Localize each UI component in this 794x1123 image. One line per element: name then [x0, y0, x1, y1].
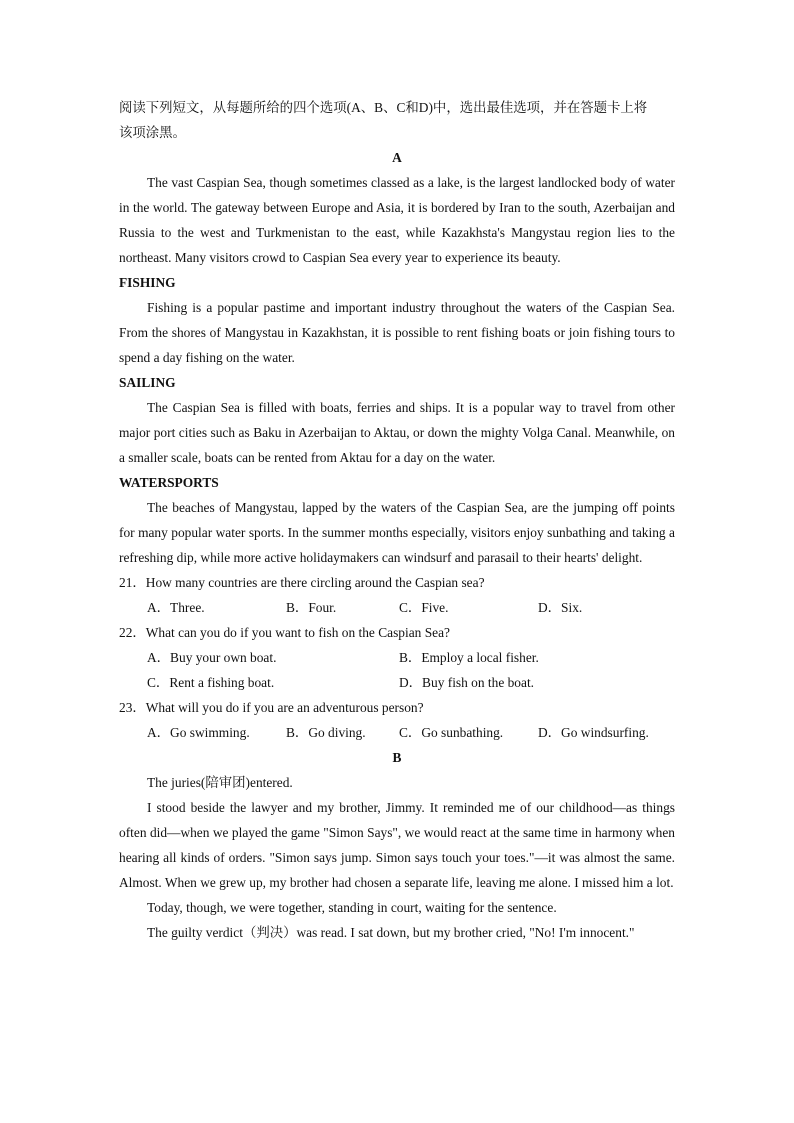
- q23-option-b: B．Go diving.: [286, 725, 366, 740]
- question-23-stem: 23．What will you do if you are an adventurous person?: [119, 700, 424, 715]
- question-21-options: [119, 595, 675, 620]
- passage-b-paragraph-2: I stood beside the lawyer and my brother, Jimmy. It reminded me of our childhood—as things often did—when we played the game "Simon Says", we would react at the same time in harmony when hearing all kinds of orders. "Simon says jump. Simon says touch your toes."—it was almost the same. Almost. When we grew up, my brother had chosen a separate life, leaving me alone. I missed him a lot.: [119, 800, 675, 890]
- question-21-stem: 21．How many countries are there circling around the Caspian sea?: [119, 575, 485, 590]
- q22-option-a: A．Buy your own boat.: [147, 650, 277, 665]
- section-text-sailing: The Caspian Sea is filled with boats, ferries and ships. It is a popular way to travel from other major port cities such as Baku in Azerbaijan to Aktau, or down the mighty Volga Canal. Meanwhile, on a smaller scale, boats can be rented from Aktau for a day on the water.: [119, 400, 675, 465]
- page-content: [119, 95, 675, 945]
- q23-option-a: A．Go swimming.: [147, 725, 250, 740]
- passage-b-paragraph-3: Today, though, we were together, standing in court, waiting for the sentence.: [147, 900, 557, 915]
- question-22-stem: 22．What can you do if you want to fish on the Caspian Sea?: [119, 625, 450, 640]
- q21-option-a: A．Three.: [147, 600, 205, 615]
- q23-option-d: D．Go windsurfing.: [538, 725, 649, 740]
- section-text-watersports: The beaches of Mangystau, lapped by the waters of the Caspian Sea, are the jumping off points for many popular water sports. In the summer months especially, visitors enjoy sunbathing and taking a refreshing dip, while more active holidaymakers can windsurf and parasail to their hearts' delight.: [119, 500, 675, 565]
- question-22-options-row-1: [119, 645, 675, 670]
- section-heading-sailing: SAILING: [119, 375, 176, 390]
- instruction-line-1: 阅读下列短文，从每题所给的四个选项(A、B、C和D)中，选出最佳选项，并在答题卡上将: [119, 100, 648, 115]
- q22-option-d: D．Buy fish on the boat.: [399, 675, 535, 690]
- section-heading-watersports: WATERSPORTS: [119, 475, 219, 490]
- passage-b-label: B: [392, 750, 402, 765]
- q22-option-c: C．Rent a fishing boat.: [147, 675, 275, 690]
- question-22-options-row-2: [119, 670, 675, 695]
- q21-option-c: C．Five.: [399, 600, 449, 615]
- instruction-line-2: 该项涂黑。: [119, 125, 186, 140]
- passage-a-label: A: [392, 150, 402, 165]
- q21-option-d: D．Six.: [538, 600, 583, 615]
- q21-option-b: B．Four.: [286, 600, 337, 615]
- passage-b-paragraph-4: The guilty verdict（判决）was read. I sat down, but my brother cried, "No! I'm innocent.": [147, 925, 635, 940]
- question-23-options: [119, 720, 675, 745]
- passage-b-paragraph-1: The juries(陪审团)entered.: [147, 775, 293, 790]
- section-heading-fishing: FISHING: [119, 275, 176, 290]
- q23-option-c: C．Go sunbathing.: [399, 725, 504, 740]
- section-text-fishing: Fishing is a popular pastime and important industry throughout the waters of the Caspian Sea. From the shores of Mangystau in Kazakhstan, it is possible to rent fishing boats or join fishing tours to spend a day fishing on the water.: [119, 300, 675, 365]
- q22-option-b: B．Employ a local fisher.: [399, 650, 539, 665]
- passage-a-intro: The vast Caspian Sea, though sometimes classed as a lake, is the largest landlocked body of water in the world. The gateway between Europe and Asia, it is bordered by Iran to the south, Azerbaijan and Russia to the west and Turkmenistan to the east, while Kazakhsta's Mangystau region lies to the northeast. Many visitors crowd to Caspian Sea every year to experience its beauty.: [119, 175, 675, 265]
